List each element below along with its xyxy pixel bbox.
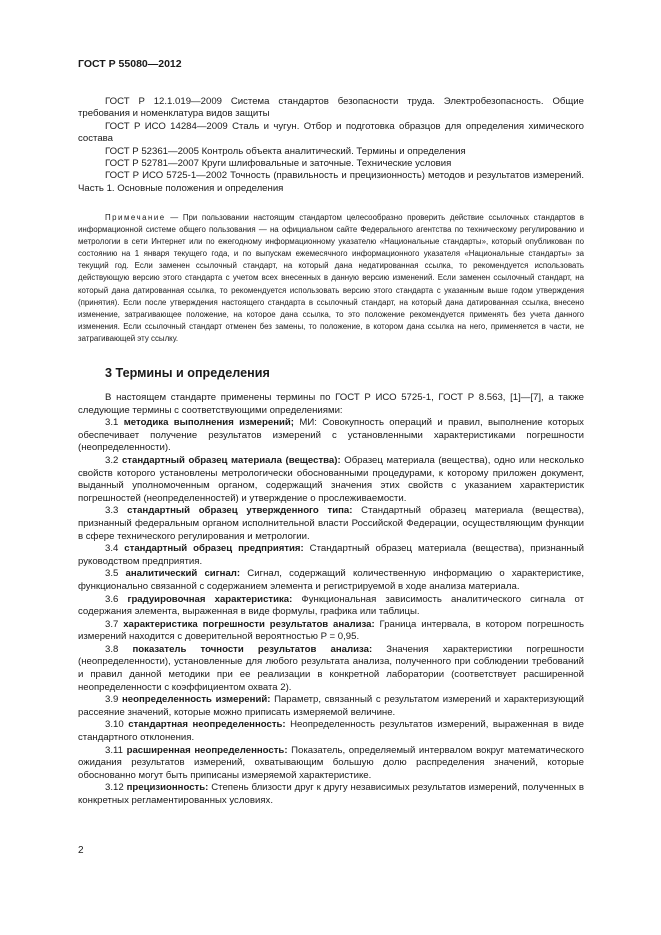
term-definition: Функциональная зависимость аналитического сигнала от содержания элемента, выраженная в виде формулы, графика или таблицы. (78, 593, 584, 618)
term-definition: Стандартный образец материала (вещества), признанный руководством предприятия. (78, 543, 584, 567)
term-number: 3.8 (105, 643, 133, 655)
term-definition: Параметр, связанный с результатом измерений и характеризующий рассеяние значений, которые можно приписать измеряемой величине. (78, 694, 584, 718)
term-definition: Стандартный образец материала (вещества), признанный федеральным органом исполнительной власти Российской Федерации, осуществляющим функции в сфере технического регулирования и метрологии. (78, 505, 584, 542)
term-number: 3.5 (105, 568, 126, 580)
term-item (78, 694, 584, 719)
term-item (78, 455, 584, 505)
reference-item: ГОСТ Р 52781—2007 Круги шлифовальные и заточные. Технические условия (105, 158, 452, 170)
term-definition: Сигнал, содержащий количественную информацию о характеристике, функционально связанной с содержанием элемента и регистрируемой в ходе анализа материала. (78, 568, 584, 592)
term-name: стандартный образец материала (вещества): (121, 454, 341, 466)
term-name: характеристика погрешности результатов анализа: (123, 618, 375, 630)
term-definition: Степень близости друг к другу независимых результатов измерений, полученных в конкретных регламентированных условиях. (78, 782, 584, 806)
term-item (78, 594, 584, 619)
term-name: показатель точности результатов анализа: (132, 643, 373, 655)
term-name: неопределенность измерений: (121, 694, 271, 706)
term-item (78, 505, 584, 543)
term-name: методика выполнения измерений; (123, 417, 294, 429)
terms-list (78, 392, 584, 808)
term-number: 3.3 (105, 505, 128, 517)
term-item (78, 417, 584, 455)
page-number: 2 (78, 845, 84, 856)
note-text: — При пользовании настоящим стандартом целесообразно проверить действие ссылочных стандартов в информационной системе общего пользования — на официальном сайте Федерального агентства по техническому регулированию и метрологии в сети Интернет или по ежегодному информационному указателю «Национальные стандарты», который опубликован по состоянию на 1 января текущего года, и по выпускам ежемесячного информационного указателя «Национальные стандарты» за текущий год. Если заменен ссылочный стандарт, на который дана недатированная ссылка, то рекомендуется использовать действующую версию этого стандарта с учетом всех внесенных в данную версию изменений. Если заменен ссылочный стандарт, на который дана датированная ссылка, то рекомендуется использовать версию этого стандарта с указанным выше годом утверждения (принятия). Если после утверждения настоящего стандарта в ссылочный стандарт, на который дана датированная ссылка, внесено изменение, затрагивающее положение, на которое дана ссылка, то это положение рекомендуется применять без учета данного изменения. Если ссылочный стандарт отменен без замены, то положение, в котором дана ссылка на него, применяется в части, не затрагивающей эту ссылку. (78, 213, 584, 343)
reference-item: ГОСТ Р 12.1.019—2009 Система стандартов безопасности труда. Электробезопасность. Общие требования и номенклатура видов защиты (78, 96, 584, 120)
terms-intro: В настоящем стандарте применены термины по ГОСТ Р ИСО 5725-1, ГОСТ Р 8.563, [1]—[7], а также следующие термины с соответствующими определениями: (78, 392, 584, 416)
term-number: 3.10 (105, 719, 129, 731)
section-title: 3 Термины и определения (105, 366, 270, 380)
term-name: стандартная неопределенность: (128, 719, 286, 731)
term-number: 3.4 (105, 543, 125, 555)
term-definition: Неопределенность результатов измерений, выраженная в виде стандартного отклонения. (78, 719, 584, 744)
term-number: 3.7 (105, 618, 124, 630)
term-name: аналитический сигнал: (125, 568, 241, 580)
term-number: 3.9 (105, 694, 122, 706)
term-item (78, 719, 584, 744)
term-definition: Значения характеристики погрешности (неопределенности), установленные для любого результата анализа, полученного при соблюдении требований и правил данной методики при ее реализации в конкретной лаборатории (соответствует расширенной неопределенности с коэффициентом охвата 2). (78, 643, 584, 693)
document-header: ГОСТ Р 55080—2012 (78, 58, 182, 70)
term-definition: Граница интервала, в котором погрешность измерений находится с доверительной вероятностью P = 0,95. (78, 618, 584, 643)
reference-item: ГОСТ Р ИСО 14284—2009 Сталь и чугун. Отбор и подготовка образцов для определения химического состава (78, 120, 584, 145)
normative-references (78, 96, 584, 195)
term-number: 3.2 (105, 454, 122, 466)
term-name: стандартный образец утвержденного типа: (127, 505, 353, 517)
note-block (78, 212, 584, 345)
term-definition: Образец материала (вещества), одно или несколько свойств которого установлены метрологически обоснованными процедурами, к которому приложен документ, выданный уполномоченным органом, содержащий значения этих свойств с указанием характеристик погрешностей (неопределенностей) и утверждение о прослеживаемости. (78, 454, 584, 504)
term-item (78, 543, 584, 568)
term-definition: Показатель, определяемый интервалом вокруг математического ожидания результатов измерений, охватывающим большую долю распределения значений, которые обоснованно могут быть приписаны измеряемой характеристике. (78, 744, 584, 781)
reference-item: ГОСТ Р 52361—2005 Контроль объекта аналитический. Термины и определения (105, 145, 466, 157)
term-number: 3.1 (105, 417, 124, 429)
term-item (78, 745, 584, 783)
term-item (78, 619, 584, 644)
term-number: 3.11 (105, 744, 127, 756)
term-name: расширенная неопределенность: (126, 744, 288, 756)
term-definition: МИ: Совокупность операций и правил, выполнение которых обеспечивает получение результатов измерений с установленными характеристиками погрешности (неопределенности). (78, 417, 584, 454)
term-name: градуировочная характеристика: (127, 593, 293, 605)
note-label: Примечание (105, 213, 166, 222)
term-name: стандартный образец предприятия: (124, 543, 304, 555)
term-item (78, 644, 584, 694)
term-item (78, 782, 584, 807)
term-name: прецизионность: (126, 782, 209, 794)
reference-item: ГОСТ Р ИСО 5725-1—2002 Точность (правильность и прецизионность) методов и результатов измерений. Часть 1. Основные положения и определения (78, 170, 584, 194)
term-number: 3.12 (105, 782, 127, 794)
term-item (78, 568, 584, 593)
term-number: 3.6 (105, 593, 128, 605)
